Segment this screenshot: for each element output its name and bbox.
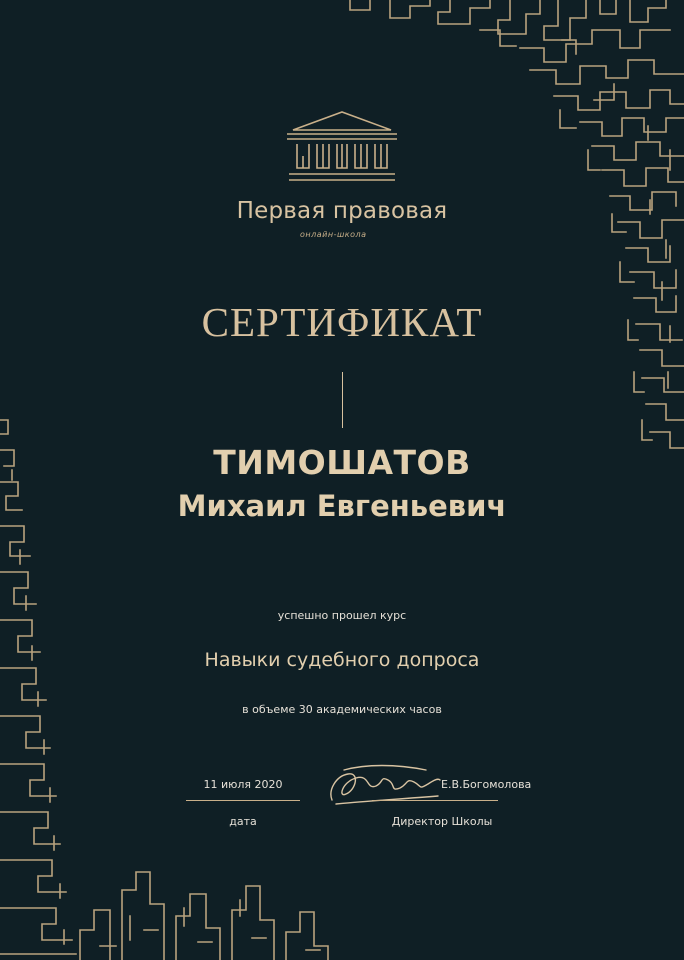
courthouse-columns-icon — [283, 108, 401, 186]
date-label: дата — [229, 815, 257, 828]
school-name: Первая правовая — [236, 198, 448, 224]
signature-underline — [372, 800, 498, 801]
signer-name: Е.В.Богомолова — [441, 778, 532, 791]
course-hours: в объеме 30 академических часов — [242, 703, 442, 716]
passed-course-text: успешно прошел курс — [277, 609, 407, 622]
school-subtitle: онлайн-школа — [300, 230, 367, 239]
title-divider — [342, 372, 343, 428]
maze-pattern-bottom — [60, 850, 340, 960]
issue-date: 11 июля 2020 — [203, 778, 283, 791]
recipient-given-names: Михаил Евгеньевич — [177, 489, 507, 523]
maze-pattern-top-right — [330, 0, 684, 470]
certificate-title: СЕРТИФИКАТ — [201, 299, 483, 345]
signer-role: Директор Школы — [391, 815, 493, 828]
recipient-surname: ТИМОШАТОВ — [213, 443, 471, 482]
date-underline — [186, 800, 300, 801]
course-name: Навыки судебного допроса — [204, 649, 480, 671]
